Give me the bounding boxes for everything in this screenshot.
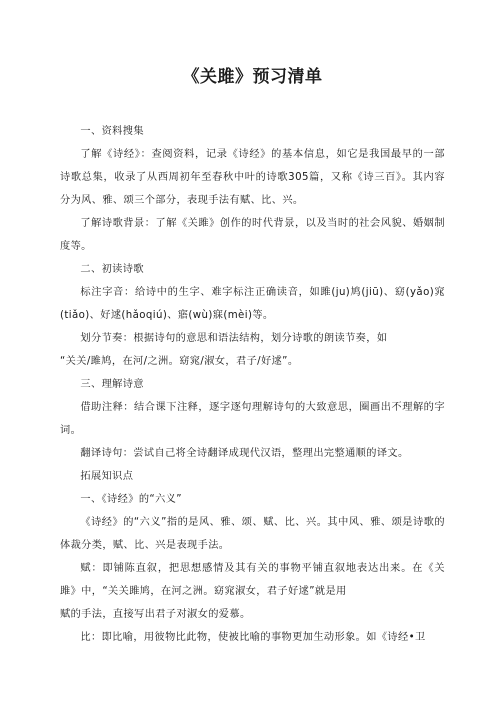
paragraph-rhythm: 划分节奏：根据诗句的意思和语法结构，划分诗歌的朗读节奏，如 [80,333,388,344]
paragraph-shijing-info: 了解《诗经》：查阅资料，记录《诗经》的基本信息，如它是我国最早的一部诗歌总集，收录了从西周初年至春秋中叶的诗歌305篇，又称《诗三百》。其内容分为风、雅、颂三个部分，表现手法有赋、比、兴。 [60,149,445,206]
paragraph-translation: 翻译诗句：尝试自己将全诗翻译成现代汉语，整理出完整通顺的译文。 [80,448,409,459]
paragraph-fu-continued: 赋的手法，直接写出君子对淑女的爱慕。 [60,609,251,620]
paragraph-background: 了解诗歌背景：了解《关雎》创作的时代背景，以及当时的社会风貌、婚姻制度等。 [60,218,445,252]
paragraph-fu: 赋：即铺陈直叙，把思想感情及其有关的事物平铺直叙地表达出来。在《关雎》中，“关关雎鸠，在河之洲。窈窕淑女，君子好逑”就是用 [60,563,445,597]
paragraph-six-principles: 《诗经》的“六义”指的是风、雅、颂、赋、比、兴。其中风、雅、颂是诗歌的体裁分类，赋、比、兴是表现手法。 [60,517,445,551]
section-heading-understanding: 三、理解诗意 [80,379,144,390]
section-heading-first-reading: 二、初读诗歌 [80,264,144,275]
section-heading-extension: 拓展知识点 [80,471,134,482]
subheading-six-principles: 一、《诗经》的“六义” [80,494,182,505]
paragraph-annotations: 借助注释：结合课下注释，逐字逐句理解诗句的大致意思，圈画出不理解的字词。 [60,402,445,436]
paragraph-bi: 比：即比喻，用彼物比此物，使被比喻的事物更加生动形象。如《诗经•卫 [80,632,426,643]
document-title: 《关雎》预习清单 [182,67,323,87]
paragraph-pronunciation: 标注字音：给诗中的生字、难字标注正确读音，如雎(ju)鸠(jiū)、窈(yǎo)窕(tiǎo)、好逑(hǎoqiú)、寤(wù)寐(mèi)等。 [60,287,445,321]
paragraph-rhythm-example: “关关/雎鸠，在河/之洲。窈窕/淑女，君子/好逑”。 [60,356,299,367]
section-heading-materials: 一、资料搜集 [80,126,144,137]
